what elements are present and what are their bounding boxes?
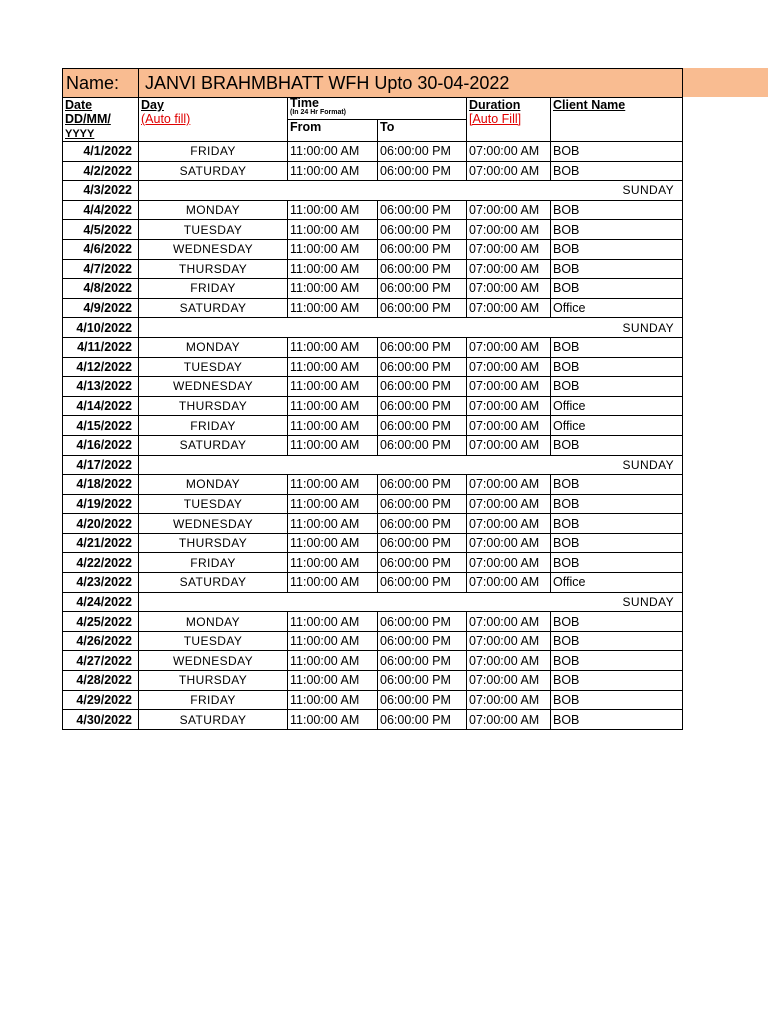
to-time-cell[interactable]: 06:00:00 PM xyxy=(378,710,467,730)
date-cell[interactable]: 4/25/2022 xyxy=(63,612,139,632)
from-time-cell[interactable]: 11:00:00 AM xyxy=(288,239,378,259)
client-cell[interactable]: BOB xyxy=(551,494,683,514)
day-cell: WEDNESDAY xyxy=(139,651,288,671)
date-cell[interactable]: 4/14/2022 xyxy=(63,396,139,416)
from-time-cell[interactable]: 11:00:00 AM xyxy=(288,690,378,710)
date-cell[interactable]: 4/9/2022 xyxy=(63,298,139,318)
day-cell: MONDAY xyxy=(139,475,288,495)
from-time-cell[interactable]: 11:00:00 AM xyxy=(288,259,378,279)
date-cell[interactable]: 4/5/2022 xyxy=(63,220,139,240)
sunday-label: SUNDAY xyxy=(139,318,683,338)
to-time-cell[interactable]: 06:00:00 PM xyxy=(378,239,467,259)
from-header: From xyxy=(288,119,378,141)
date-cell[interactable]: 4/22/2022 xyxy=(63,553,139,573)
to-time-cell[interactable]: 06:00:00 PM xyxy=(378,671,467,691)
to-time-cell[interactable]: 06:00:00 PM xyxy=(378,553,467,573)
from-time-cell[interactable]: 11:00:00 AM xyxy=(288,416,378,436)
duration-cell: 07:00:00 AM xyxy=(467,435,551,455)
table-row xyxy=(63,533,683,553)
table-row xyxy=(63,475,683,495)
date-cell[interactable]: 4/15/2022 xyxy=(63,416,139,436)
sunday-label: SUNDAY xyxy=(139,455,683,475)
from-time-cell[interactable]: 11:00:00 AM xyxy=(288,279,378,299)
client-cell[interactable]: BOB xyxy=(551,142,683,162)
to-header: To xyxy=(378,119,467,141)
date-cell[interactable]: 4/24/2022 xyxy=(63,592,139,612)
to-time-cell[interactable]: 06:00:00 PM xyxy=(378,200,467,220)
duration-cell: 07:00:00 AM xyxy=(467,690,551,710)
duration-cell: 07:00:00 AM xyxy=(467,220,551,240)
duration-cell: 07:00:00 AM xyxy=(467,298,551,318)
to-time-cell[interactable]: 06:00:00 PM xyxy=(378,357,467,377)
from-time-cell[interactable]: 11:00:00 AM xyxy=(288,142,378,162)
date-cell[interactable]: 4/4/2022 xyxy=(63,200,139,220)
client-cell[interactable]: BOB xyxy=(551,533,683,553)
day-cell: MONDAY xyxy=(139,612,288,632)
day-cell: THURSDAY xyxy=(139,533,288,553)
timesheet xyxy=(62,68,683,730)
day-cell: MONDAY xyxy=(139,200,288,220)
sunday-label: SUNDAY xyxy=(139,592,683,612)
day-header xyxy=(139,98,288,142)
date-cell[interactable]: 4/2/2022 xyxy=(63,161,139,181)
date-cell[interactable]: 4/11/2022 xyxy=(63,337,139,357)
client-cell[interactable]: BOB xyxy=(551,239,683,259)
to-time-cell[interactable]: 06:00:00 PM xyxy=(378,259,467,279)
client-cell[interactable]: BOB xyxy=(551,377,683,397)
table-row xyxy=(63,357,683,377)
date-cell[interactable]: 4/19/2022 xyxy=(63,494,139,514)
to-time-cell[interactable]: 06:00:00 PM xyxy=(378,690,467,710)
duration-cell: 07:00:00 AM xyxy=(467,631,551,651)
to-time-cell[interactable]: 06:00:00 PM xyxy=(378,573,467,593)
employee-name[interactable]: JANVI BRAHMBHATT WFH Upto 30-04-2022 xyxy=(139,69,683,98)
to-time-cell[interactable]: 06:00:00 PM xyxy=(378,475,467,495)
from-time-cell[interactable]: 11:00:00 AM xyxy=(288,357,378,377)
sunday-row xyxy=(63,455,683,475)
table-row xyxy=(63,671,683,691)
date-cell[interactable]: 4/12/2022 xyxy=(63,357,139,377)
date-cell[interactable]: 4/29/2022 xyxy=(63,690,139,710)
date-cell[interactable]: 4/23/2022 xyxy=(63,573,139,593)
day-cell: WEDNESDAY xyxy=(139,514,288,534)
name-label: Name: xyxy=(63,69,139,98)
duration-cell: 07:00:00 AM xyxy=(467,671,551,691)
date-header-line1: Date xyxy=(65,98,93,112)
sunday-row xyxy=(63,181,683,201)
timesheet-table xyxy=(62,68,683,730)
client-cell[interactable]: Office xyxy=(551,396,683,416)
from-time-cell[interactable]: 11:00:00 AM xyxy=(288,161,378,181)
to-time-cell[interactable]: 06:00:00 PM xyxy=(378,435,467,455)
client-cell[interactable]: BOB xyxy=(551,200,683,220)
client-cell[interactable]: BOB xyxy=(551,357,683,377)
day-cell: FRIDAY xyxy=(139,279,288,299)
day-cell: SATURDAY xyxy=(139,573,288,593)
duration-cell: 07:00:00 AM xyxy=(467,416,551,436)
duration-cell: 07:00:00 AM xyxy=(467,396,551,416)
to-time-cell[interactable]: 06:00:00 PM xyxy=(378,514,467,534)
table-row xyxy=(63,200,683,220)
day-cell: FRIDAY xyxy=(139,142,288,162)
table-row xyxy=(63,161,683,181)
to-time-cell[interactable]: 06:00:00 PM xyxy=(378,337,467,357)
to-time-cell[interactable]: 06:00:00 PM xyxy=(378,377,467,397)
table-row xyxy=(63,337,683,357)
duration-cell: 07:00:00 AM xyxy=(467,337,551,357)
table-row xyxy=(63,710,683,730)
date-cell[interactable]: 4/20/2022 xyxy=(63,514,139,534)
duration-cell: 07:00:00 AM xyxy=(467,239,551,259)
duration-cell: 07:00:00 AM xyxy=(467,259,551,279)
client-header-label: Client Name xyxy=(553,98,626,112)
date-cell[interactable]: 4/16/2022 xyxy=(63,435,139,455)
date-cell[interactable]: 4/21/2022 xyxy=(63,533,139,553)
client-cell[interactable]: Office xyxy=(551,573,683,593)
from-time-cell[interactable]: 11:00:00 AM xyxy=(288,573,378,593)
date-cell[interactable]: 4/1/2022 xyxy=(63,142,139,162)
table-row xyxy=(63,435,683,455)
date-cell[interactable]: 4/8/2022 xyxy=(63,279,139,299)
table-row xyxy=(63,573,683,593)
client-cell[interactable]: BOB xyxy=(551,435,683,455)
time-header-label: Time xyxy=(290,97,319,110)
day-cell: SATURDAY xyxy=(139,710,288,730)
from-time-cell[interactable]: 11:00:00 AM xyxy=(288,337,378,357)
from-time-cell[interactable]: 11:00:00 AM xyxy=(288,396,378,416)
date-cell[interactable]: 4/3/2022 xyxy=(63,181,139,201)
day-cell: WEDNESDAY xyxy=(139,239,288,259)
duration-cell: 07:00:00 AM xyxy=(467,142,551,162)
date-cell[interactable]: 4/6/2022 xyxy=(63,239,139,259)
to-time-cell[interactable]: 06:00:00 PM xyxy=(378,161,467,181)
date-cell[interactable]: 4/26/2022 xyxy=(63,631,139,651)
client-cell[interactable]: BOB xyxy=(551,279,683,299)
from-time-cell[interactable]: 11:00:00 AM xyxy=(288,220,378,240)
day-cell: THURSDAY xyxy=(139,396,288,416)
from-time-cell[interactable]: 11:00:00 AM xyxy=(288,514,378,534)
client-cell[interactable]: BOB xyxy=(551,631,683,651)
duration-cell: 07:00:00 AM xyxy=(467,377,551,397)
table-row xyxy=(63,631,683,651)
table-row xyxy=(63,259,683,279)
from-time-cell[interactable]: 11:00:00 AM xyxy=(288,533,378,553)
client-header xyxy=(551,98,683,142)
day-cell: SATURDAY xyxy=(139,298,288,318)
from-time-cell[interactable]: 11:00:00 AM xyxy=(288,553,378,573)
to-time-cell[interactable]: 06:00:00 PM xyxy=(378,631,467,651)
day-cell: SATURDAY xyxy=(139,161,288,181)
table-row xyxy=(63,239,683,259)
day-cell: FRIDAY xyxy=(139,553,288,573)
table-row xyxy=(63,651,683,671)
duration-cell: 07:00:00 AM xyxy=(467,279,551,299)
client-cell[interactable]: BOB xyxy=(551,690,683,710)
date-cell[interactable]: 4/7/2022 xyxy=(63,259,139,279)
client-cell[interactable]: BOB xyxy=(551,514,683,534)
date-cell[interactable]: 4/10/2022 xyxy=(63,318,139,338)
name-row xyxy=(63,69,683,98)
table-row xyxy=(63,690,683,710)
to-time-cell[interactable]: 06:00:00 PM xyxy=(378,142,467,162)
date-header-line3: YYYY xyxy=(65,128,95,140)
client-cell[interactable]: BOB xyxy=(551,612,683,632)
client-cell[interactable]: BOB xyxy=(551,161,683,181)
duration-header xyxy=(467,98,551,142)
table-row xyxy=(63,377,683,397)
duration-cell: 07:00:00 AM xyxy=(467,494,551,514)
duration-cell: 07:00:00 AM xyxy=(467,533,551,553)
client-cell[interactable]: BOB xyxy=(551,671,683,691)
sunday-label: SUNDAY xyxy=(139,181,683,201)
from-time-cell[interactable]: 11:00:00 AM xyxy=(288,298,378,318)
day-cell: TUESDAY xyxy=(139,631,288,651)
to-time-cell[interactable]: 06:00:00 PM xyxy=(378,651,467,671)
duration-cell: 07:00:00 AM xyxy=(467,475,551,495)
duration-header-label: Duration xyxy=(469,98,521,112)
client-cell[interactable]: BOB xyxy=(551,710,683,730)
sunday-row xyxy=(63,318,683,338)
table-row xyxy=(63,298,683,318)
day-cell: TUESDAY xyxy=(139,494,288,514)
day-cell: TUESDAY xyxy=(139,357,288,377)
from-time-cell[interactable]: 11:00:00 AM xyxy=(288,200,378,220)
table-row xyxy=(63,416,683,436)
duration-cell: 07:00:00 AM xyxy=(467,514,551,534)
table-row xyxy=(63,514,683,534)
day-cell: MONDAY xyxy=(139,337,288,357)
table-row xyxy=(63,396,683,416)
day-cell: TUESDAY xyxy=(139,220,288,240)
table-row xyxy=(63,279,683,299)
to-time-cell[interactable]: 06:00:00 PM xyxy=(378,494,467,514)
from-time-cell[interactable]: 11:00:00 AM xyxy=(288,710,378,730)
client-cell[interactable]: BOB xyxy=(551,651,683,671)
client-cell[interactable]: BOB xyxy=(551,553,683,573)
duration-cell: 07:00:00 AM xyxy=(467,651,551,671)
table-row xyxy=(63,612,683,632)
date-cell[interactable]: 4/30/2022 xyxy=(63,710,139,730)
to-time-cell[interactable]: 06:00:00 PM xyxy=(378,298,467,318)
duration-cell: 07:00:00 AM xyxy=(467,573,551,593)
day-auto-fill-note: (Auto fill) xyxy=(141,112,191,126)
day-header-label: Day xyxy=(141,98,164,112)
date-cell[interactable]: 4/17/2022 xyxy=(63,455,139,475)
from-time-cell[interactable]: 11:00:00 AM xyxy=(288,651,378,671)
client-cell[interactable]: Office xyxy=(551,416,683,436)
to-time-cell[interactable]: 06:00:00 PM xyxy=(378,279,467,299)
duration-cell: 07:00:00 AM xyxy=(467,710,551,730)
date-cell[interactable]: 4/28/2022 xyxy=(63,671,139,691)
day-cell: THURSDAY xyxy=(139,259,288,279)
table-row xyxy=(63,142,683,162)
sunday-row xyxy=(63,592,683,612)
from-time-cell[interactable]: 11:00:00 AM xyxy=(288,612,378,632)
duration-cell: 07:00:00 AM xyxy=(467,200,551,220)
client-cell[interactable]: Office xyxy=(551,298,683,318)
day-cell: WEDNESDAY xyxy=(139,377,288,397)
to-time-cell[interactable]: 06:00:00 PM xyxy=(378,396,467,416)
date-cell[interactable]: 4/18/2022 xyxy=(63,475,139,495)
table-row xyxy=(63,553,683,573)
day-cell: SATURDAY xyxy=(139,435,288,455)
to-time-cell[interactable]: 06:00:00 PM xyxy=(378,220,467,240)
from-time-cell[interactable]: 11:00:00 AM xyxy=(288,475,378,495)
from-time-cell[interactable]: 11:00:00 AM xyxy=(288,631,378,651)
table-row xyxy=(63,220,683,240)
table-row xyxy=(63,494,683,514)
client-cell[interactable]: BOB xyxy=(551,475,683,495)
day-cell: FRIDAY xyxy=(139,690,288,710)
date-header-line2: DD/MM/ xyxy=(65,112,111,126)
to-time-cell[interactable]: 06:00:00 PM xyxy=(378,416,467,436)
duration-cell: 07:00:00 AM xyxy=(467,357,551,377)
to-time-cell[interactable]: 06:00:00 PM xyxy=(378,533,467,553)
time-format-note: (In 24 Hr Format) xyxy=(290,109,347,116)
header-fill-extension xyxy=(683,68,768,97)
client-cell[interactable]: BOB xyxy=(551,337,683,357)
day-cell: FRIDAY xyxy=(139,416,288,436)
duration-cell: 07:00:00 AM xyxy=(467,553,551,573)
duration-cell: 07:00:00 AM xyxy=(467,612,551,632)
from-time-cell[interactable]: 11:00:00 AM xyxy=(288,671,378,691)
date-header xyxy=(63,98,139,142)
client-cell[interactable]: BOB xyxy=(551,259,683,279)
date-cell[interactable]: 4/13/2022 xyxy=(63,377,139,397)
to-time-cell[interactable]: 06:00:00 PM xyxy=(378,612,467,632)
column-header-row xyxy=(63,98,683,120)
day-cell: THURSDAY xyxy=(139,671,288,691)
from-time-cell[interactable]: 11:00:00 AM xyxy=(288,377,378,397)
duration-cell: 07:00:00 AM xyxy=(467,161,551,181)
duration-auto-fill-note: [Auto Fill] xyxy=(469,112,522,126)
time-header xyxy=(288,98,467,120)
from-time-cell[interactable]: 11:00:00 AM xyxy=(288,494,378,514)
client-cell[interactable]: BOB xyxy=(551,220,683,240)
date-cell[interactable]: 4/27/2022 xyxy=(63,651,139,671)
from-time-cell[interactable]: 11:00:00 AM xyxy=(288,435,378,455)
